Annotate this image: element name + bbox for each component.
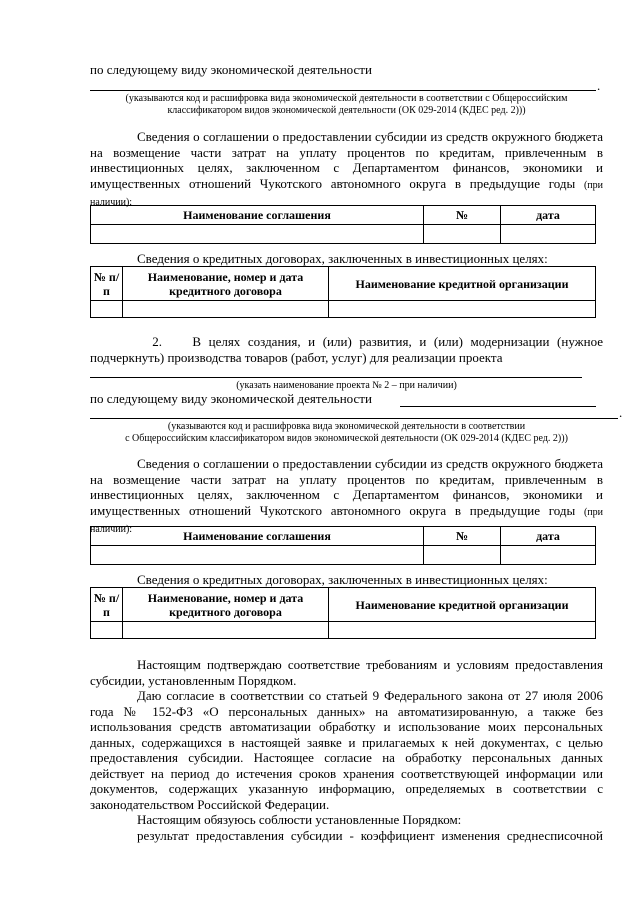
credit-cell-contract-1[interactable] (123, 301, 329, 318)
agreement-cell-num-2[interactable] (424, 546, 501, 565)
okved-note-2a: (указываются код и расшифровка вида экономической деятельности в соответствии (167, 421, 526, 432)
credit-cell-contract-2[interactable] (123, 622, 329, 639)
credit-col-contract-2: Наименование, номер и дата кредитного договора (123, 588, 329, 622)
agreement-intro-1: Сведения о соглашении о предоставлении субсидии из средств окружного бюджета на возмещение части затрат на уплату процентов по кредитам, привлеченным в инвестиционных целях, заключенном с Департаментом финансов, экономики и имущественных отношений Чукотского автономного округа в предыдущие годы (при наличии): (90, 129, 604, 208)
credit-cell-num-1[interactable] (91, 301, 123, 318)
agreement-col-date-2: дата (501, 527, 596, 546)
agreement-cell-date-1[interactable] (501, 225, 596, 244)
credit-table-2 (90, 587, 596, 639)
result-line: результат предоставления субсидии - коэффициент изменения среднесписочной (137, 828, 603, 843)
agreement-cell-num-1[interactable] (424, 225, 501, 244)
activity-underline-1 (90, 90, 596, 91)
activity-underline-2 (90, 418, 618, 419)
activity-line-1: по следующему виду экономической деятельности (90, 62, 372, 77)
credit-col-num-1: № п/п (91, 267, 123, 301)
credit-cell-org-2[interactable] (329, 622, 596, 639)
activity-inline-underline-2 (400, 406, 596, 407)
project-underline-2 (90, 377, 582, 378)
credit-col-contract-1: Наименование, номер и дата кредитного договора (123, 267, 329, 301)
credit-intro-1: Сведения о кредитных договорах, заключенных в инвестиционных целях: (137, 251, 548, 266)
okved-note-1b: классификатором видов экономической деятельности (ОК 029-2014 (КДЕС ред. 2))) (167, 105, 526, 116)
credit-intro-2: Сведения о кредитных договорах, заключенных в инвестиционных целях: (137, 572, 548, 587)
project-note-2: (указать наименование проекта № 2 – при наличии) (236, 380, 457, 391)
activity-line-2: по следующему виду экономической деятельности (90, 391, 372, 406)
consent-paragraph: Даю согласие в соответствии со статьей 9 Федерального закона от 27 июля 2006 года № 152-ФЗ «О персональных данных» на автоматизированную, а также без использования средств автоматизации обработку и использование моих персональных данных, содержащихся в настоящей заявке и прилагаемых к ней документах, с целью предоставления субсидии. Настоящее согласие на обработку персональных данных действует на период до истечения сроков хранения соответствующей информации или документов, содержащих указанную информацию, определяемых в соответствии с законодательством Российской Федерации. (90, 688, 603, 812)
obligation-line: Настоящим обязуюсь соблюсти установленные Порядком: (137, 812, 462, 827)
agreement-col-num-1: № (424, 206, 501, 225)
confirm-paragraph: Настоящим подтверждаю соответствие требованиям и условиям предоставления субсидии, установленным Порядком. (90, 657, 603, 688)
credit-cell-org-1[interactable] (329, 301, 596, 318)
agreement-cell-date-2[interactable] (501, 546, 596, 565)
agreement-cell-name-1[interactable] (91, 225, 424, 244)
credit-col-org-1: Наименование кредитной организации (329, 267, 596, 301)
credit-table-1 (90, 266, 596, 318)
activity-dot-2: . (619, 405, 623, 420)
agreement-col-name-2: Наименование соглашения (91, 527, 424, 546)
agreement-table-2 (90, 526, 596, 565)
activity-dot-1: . (597, 78, 601, 93)
agreement-col-name-1: Наименование соглашения (91, 206, 424, 225)
okved-note-1a: (указываются код и расшифровка вида экономической деятельности в соответствии с Общероссийским (125, 93, 568, 104)
agreement-col-date-1: дата (501, 206, 596, 225)
credit-col-num-2: № п/п (91, 588, 123, 622)
agreement-table-1 (90, 205, 596, 244)
agreement-col-num-2: № (424, 527, 501, 546)
credit-cell-num-2[interactable] (91, 622, 123, 639)
agreement-intro-2: Сведения о соглашении о предоставлении субсидии из средств окружного бюджета на возмещение части затрат на уплату процентов по кредитам, привлеченным в инвестиционных целях, заключенном с Департаментом финансов, экономики и имущественных отношений Чукотского автономного округа в предыдущие годы (при наличии): (90, 456, 604, 535)
okved-note-2b: с Общероссийским классификатором видов экономической деятельности (ОК 029-2014 (КДЕС ред. 2))) (125, 433, 568, 444)
purpose-paragraph-2: 2. В целях создания, и (или) развития, и (или) модернизации (нужное подчеркнуть) производства товаров (работ, услуг) для реализации проекта (90, 334, 604, 365)
agreement-cell-name-2[interactable] (91, 546, 424, 565)
credit-col-org-2: Наименование кредитной организации (329, 588, 596, 622)
